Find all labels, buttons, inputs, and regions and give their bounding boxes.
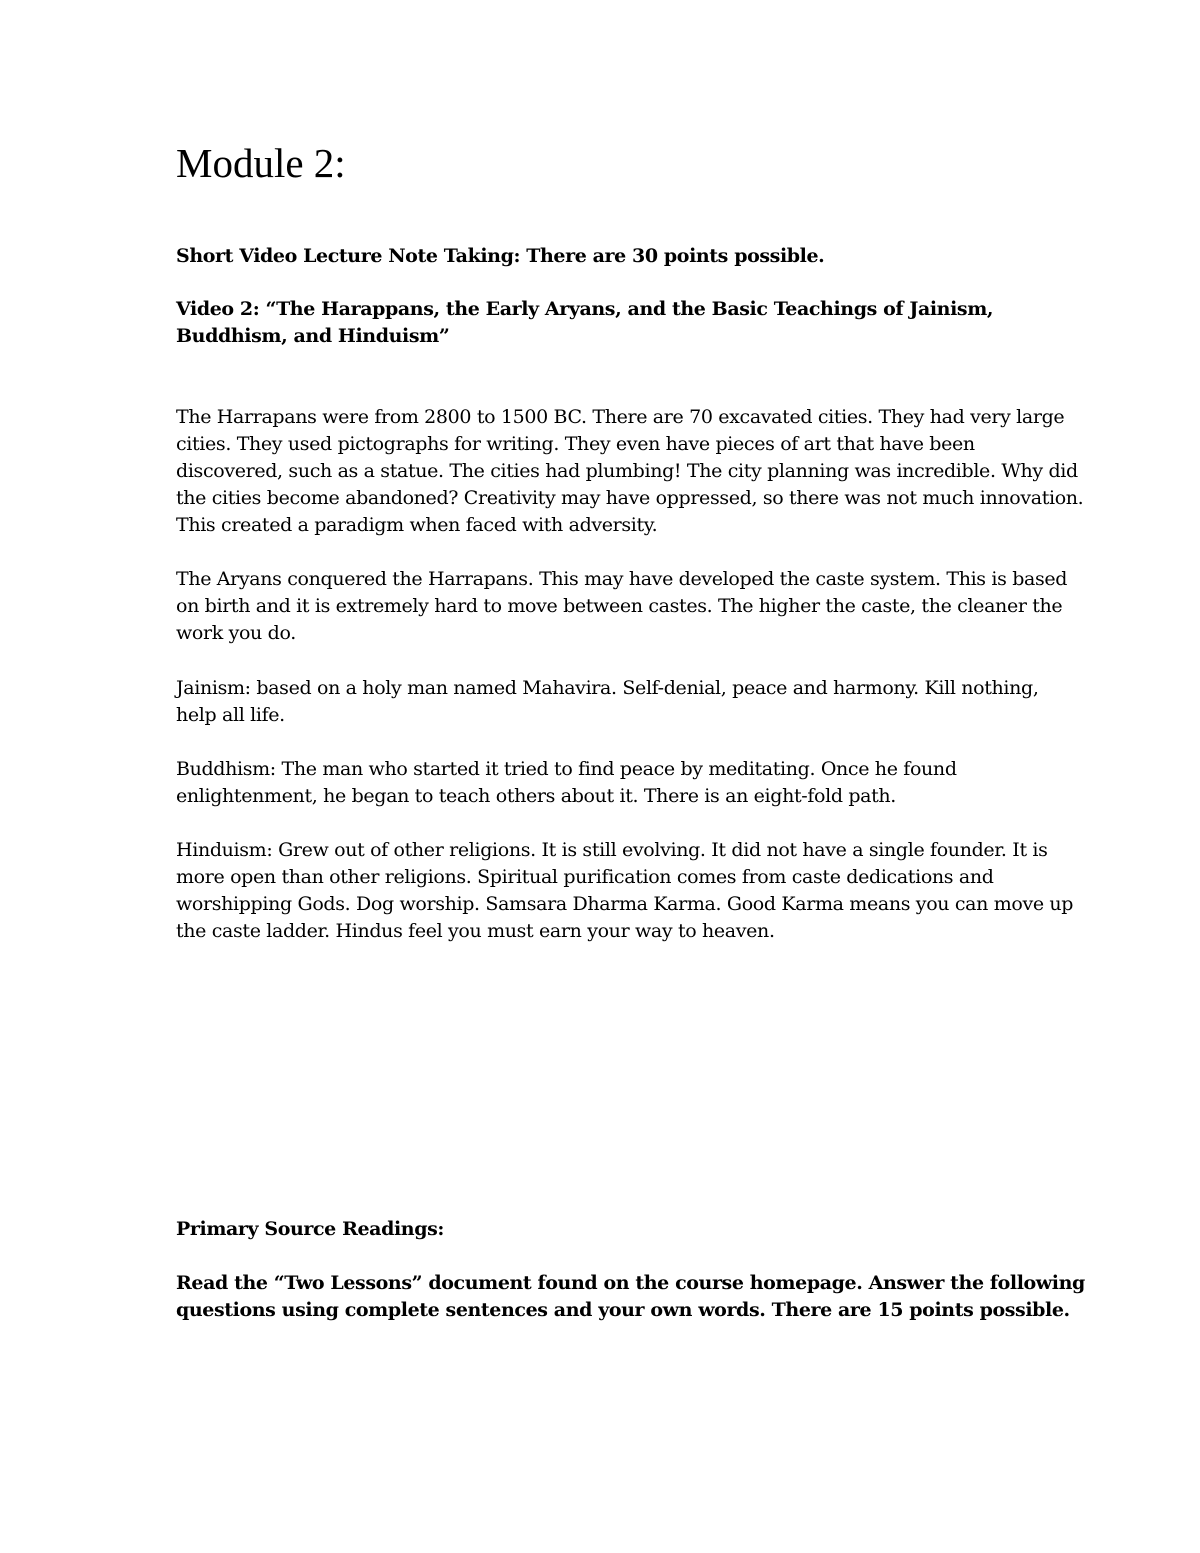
harrapans-paragraph bbox=[176, 404, 1101, 539]
paragraph-line: work you do. bbox=[176, 622, 296, 644]
instructions-line: Read the “Two Lessons” document found on the course homepage. Answer the following bbox=[176, 1272, 1085, 1294]
paragraph-line: The Aryans conquered the Harrapans. This may have developed the caste system. This is based bbox=[176, 568, 1068, 590]
paragraph-line: discovered, such as a statue. The cities had plumbing! The city planning was incredible. Why did bbox=[176, 460, 1078, 482]
paragraph-line: the caste ladder. Hindus feel you must earn your way to heaven. bbox=[176, 920, 775, 942]
video-title-line: Buddhism, and Hinduism” bbox=[176, 325, 450, 347]
paragraph-line: on birth and it is extremely hard to move between castes. The higher the caste, the cleaner the bbox=[176, 595, 1063, 617]
hinduism-paragraph bbox=[176, 837, 1101, 945]
readings-instructions bbox=[176, 1270, 1085, 1324]
paragraph-line: the cities become abandoned? Creativity may have oppressed, so there was not much innovation. bbox=[176, 487, 1084, 509]
aryans-paragraph bbox=[176, 566, 1101, 647]
instructions-line: questions using complete sentences and your own words. There are 15 points possible. bbox=[176, 1299, 1070, 1321]
paragraph-line: Jainism: based on a holy man named Mahavira. Self-denial, peace and harmony. Kill nothing, bbox=[176, 677, 1039, 699]
readings-heading: Primary Source Readings: bbox=[176, 1218, 444, 1240]
video-title-heading bbox=[176, 296, 1076, 350]
paragraph-line: The Harrapans were from 2800 to 1500 BC. There are 70 excavated cities. They had very large bbox=[176, 406, 1065, 428]
paragraph-line: Buddhism: The man who started it tried to find peace by meditating. Once he found bbox=[176, 758, 957, 780]
video-notes-heading: Short Video Lecture Note Taking: There are 30 points possible. bbox=[176, 245, 825, 267]
paragraph-line: enlightenment, he began to teach others about it. There is an eight-fold path. bbox=[176, 785, 896, 807]
video-title-line: Video 2: “The Harappans, the Early Aryans, and the Basic Teachings of Jainism, bbox=[176, 298, 994, 320]
jainism-paragraph bbox=[176, 675, 1101, 729]
paragraph-line: worshipping Gods. Dog worship. Samsara Dharma Karma. Good Karma means you can move up bbox=[176, 893, 1074, 915]
paragraph-line: Hinduism: Grew out of other religions. It is still evolving. It did not have a single founder. It is bbox=[176, 839, 1048, 861]
paragraph-line: cities. They used pictographs for writing. They even have pieces of art that have been bbox=[176, 433, 975, 455]
buddhism-paragraph bbox=[176, 756, 1101, 810]
paragraph-line: This created a paradigm when faced with adversity. bbox=[176, 514, 658, 536]
paragraph-line: more open than other religions. Spiritual purification comes from caste dedications and bbox=[176, 866, 994, 888]
paragraph-line: help all life. bbox=[176, 704, 285, 726]
page-title: Module 2: bbox=[176, 140, 346, 186]
